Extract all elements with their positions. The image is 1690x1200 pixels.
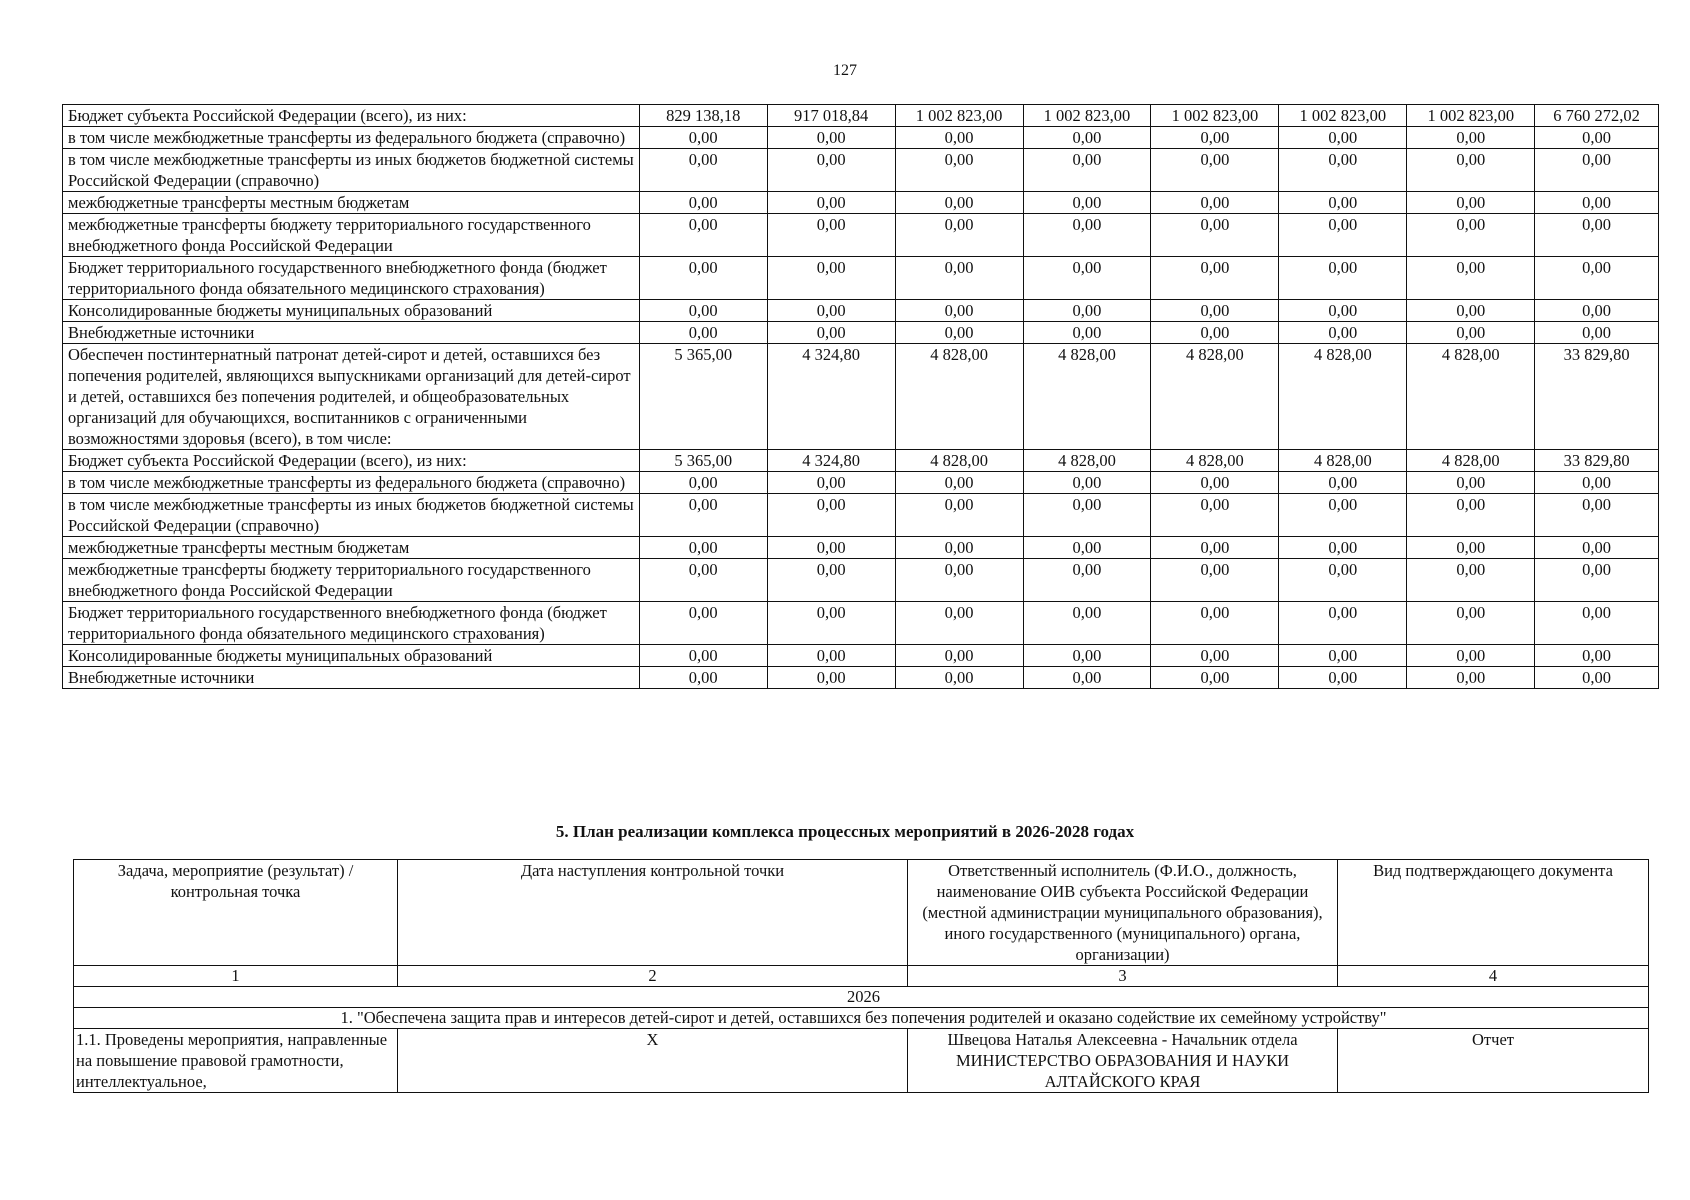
finance-value: 0,00 bbox=[1407, 322, 1535, 344]
finance-row bbox=[63, 105, 1659, 127]
plan-table bbox=[73, 859, 1649, 1093]
year-row bbox=[74, 987, 1649, 1008]
finance-row-label: в том числе межбюджетные трансферты из иных бюджетов бюджетной системы Российской Федерации (справочно) bbox=[63, 494, 640, 537]
finance-value: 0,00 bbox=[1535, 472, 1659, 494]
finance-value: 0,00 bbox=[639, 300, 767, 322]
finance-value: 0,00 bbox=[895, 667, 1023, 689]
finance-value: 0,00 bbox=[639, 472, 767, 494]
column-number: 2 bbox=[398, 966, 908, 987]
finance-value: 0,00 bbox=[1151, 602, 1279, 645]
finance-value: 0,00 bbox=[767, 257, 895, 300]
finance-value: 0,00 bbox=[767, 149, 895, 192]
finance-value: 0,00 bbox=[1279, 645, 1407, 667]
finance-value: 0,00 bbox=[1279, 559, 1407, 602]
finance-value: 0,00 bbox=[1535, 667, 1659, 689]
finance-value: 0,00 bbox=[639, 494, 767, 537]
finance-value: 4 828,00 bbox=[1023, 344, 1151, 450]
finance-value: 0,00 bbox=[639, 127, 767, 149]
finance-row-label: Бюджет субъекта Российской Федерации (всего), из них: bbox=[63, 450, 640, 472]
finance-value: 4 828,00 bbox=[895, 450, 1023, 472]
column-number: 4 bbox=[1338, 966, 1649, 987]
finance-row-label: в том числе межбюджетные трансферты из иных бюджетов бюджетной системы Российской Федерации (справочно) bbox=[63, 149, 640, 192]
finance-row bbox=[63, 257, 1659, 300]
finance-value: 4 324,80 bbox=[767, 344, 895, 450]
finance-value: 0,00 bbox=[1023, 472, 1151, 494]
task-title-row bbox=[74, 1008, 1649, 1029]
finance-value: 0,00 bbox=[1535, 645, 1659, 667]
finance-value: 1 002 823,00 bbox=[1279, 105, 1407, 127]
finance-value: 0,00 bbox=[639, 257, 767, 300]
executor-organization: МИНИСТЕРСТВО ОБРАЗОВАНИЯ И НАУКИ АЛТАЙСКОГО КРАЯ bbox=[955, 1051, 1290, 1091]
page-number: 127 bbox=[833, 62, 857, 79]
finance-value: 0,00 bbox=[1407, 127, 1535, 149]
finance-value: 0,00 bbox=[1407, 559, 1535, 602]
measure-name: 1.1. Проведены мероприятия, направленные на повышение правовой грамотности, интеллектуальное, bbox=[74, 1029, 398, 1093]
finance-value: 0,00 bbox=[1279, 149, 1407, 192]
finance-value: 0,00 bbox=[639, 537, 767, 559]
finance-value: 0,00 bbox=[895, 537, 1023, 559]
finance-value: 0,00 bbox=[1407, 214, 1535, 257]
finance-value: 0,00 bbox=[895, 257, 1023, 300]
finance-value: 4 828,00 bbox=[1407, 450, 1535, 472]
finance-value: 0,00 bbox=[1279, 214, 1407, 257]
finance-row-label: межбюджетные трансферты местным бюджетам bbox=[63, 192, 640, 214]
finance-value: 0,00 bbox=[1535, 127, 1659, 149]
finance-value: 917 018,84 bbox=[767, 105, 895, 127]
finance-table bbox=[62, 104, 1659, 689]
finance-value: 0,00 bbox=[1151, 494, 1279, 537]
finance-value: 0,00 bbox=[1407, 667, 1535, 689]
finance-value: 0,00 bbox=[1535, 257, 1659, 300]
finance-value: 4 324,80 bbox=[767, 450, 895, 472]
finance-value: 0,00 bbox=[1407, 602, 1535, 645]
finance-value: 33 829,80 bbox=[1535, 344, 1659, 450]
finance-value: 4 828,00 bbox=[1279, 450, 1407, 472]
finance-row bbox=[63, 344, 1659, 450]
finance-row bbox=[63, 472, 1659, 494]
column-number-row bbox=[74, 966, 1649, 987]
finance-value: 0,00 bbox=[1023, 494, 1151, 537]
finance-row bbox=[63, 667, 1659, 689]
finance-value: 0,00 bbox=[1023, 645, 1151, 667]
finance-row-label: Бюджет территориального государственного внебюджетного фонда (бюджет территориального фонда обязательного медицинского страхования) bbox=[63, 602, 640, 645]
finance-value: 5 365,00 bbox=[639, 344, 767, 450]
year-label: 2026 bbox=[74, 987, 1649, 1008]
finance-value: 0,00 bbox=[895, 602, 1023, 645]
finance-value: 1 002 823,00 bbox=[1151, 105, 1279, 127]
finance-value: 0,00 bbox=[1535, 300, 1659, 322]
finance-row-label: Бюджет территориального государственного внебюджетного фонда (бюджет территориального фонда обязательного медицинского страхования) bbox=[63, 257, 640, 300]
finance-value: 0,00 bbox=[767, 667, 895, 689]
finance-value: 0,00 bbox=[1279, 322, 1407, 344]
finance-value: 0,00 bbox=[639, 559, 767, 602]
finance-value: 0,00 bbox=[1023, 667, 1151, 689]
finance-value: 0,00 bbox=[1535, 214, 1659, 257]
finance-value: 0,00 bbox=[1151, 322, 1279, 344]
finance-value: 0,00 bbox=[1151, 559, 1279, 602]
finance-value: 0,00 bbox=[1407, 300, 1535, 322]
finance-value: 0,00 bbox=[1023, 149, 1151, 192]
finance-value: 0,00 bbox=[1023, 322, 1151, 344]
finance-value: 4 828,00 bbox=[1407, 344, 1535, 450]
finance-value: 0,00 bbox=[1151, 300, 1279, 322]
finance-value: 0,00 bbox=[767, 127, 895, 149]
finance-value: 0,00 bbox=[1151, 472, 1279, 494]
finance-value: 0,00 bbox=[1023, 192, 1151, 214]
finance-row bbox=[63, 149, 1659, 192]
finance-value: 0,00 bbox=[895, 192, 1023, 214]
finance-value: 0,00 bbox=[639, 645, 767, 667]
finance-value: 0,00 bbox=[639, 322, 767, 344]
finance-value: 1 002 823,00 bbox=[1407, 105, 1535, 127]
finance-value: 0,00 bbox=[1151, 667, 1279, 689]
header-executor: Ответственный исполнитель (Ф.И.О., должность, наименование ОИВ субъекта Российской Федерации (местной администрации муниципального образования), иного государственного (муниципального) органа, организации) bbox=[908, 860, 1338, 966]
finance-value: 0,00 bbox=[1279, 667, 1407, 689]
finance-value: 0,00 bbox=[639, 192, 767, 214]
finance-value: 0,00 bbox=[767, 602, 895, 645]
finance-row bbox=[63, 494, 1659, 537]
finance-value: 0,00 bbox=[767, 300, 895, 322]
finance-value: 0,00 bbox=[1535, 559, 1659, 602]
finance-value: 4 828,00 bbox=[1023, 450, 1151, 472]
finance-value: 0,00 bbox=[1279, 494, 1407, 537]
finance-value: 0,00 bbox=[1151, 257, 1279, 300]
finance-value: 0,00 bbox=[767, 322, 895, 344]
finance-value: 0,00 bbox=[639, 602, 767, 645]
finance-value: 0,00 bbox=[895, 494, 1023, 537]
executor-person: Швецова Наталья Алексеевна - Начальник отдела bbox=[947, 1030, 1298, 1049]
finance-value: 0,00 bbox=[1535, 322, 1659, 344]
finance-value: 0,00 bbox=[1279, 192, 1407, 214]
finance-value: 1 002 823,00 bbox=[1023, 105, 1151, 127]
header-document: Вид подтверждающего документа bbox=[1338, 860, 1649, 966]
finance-value: 0,00 bbox=[1279, 602, 1407, 645]
finance-value: 5 365,00 bbox=[639, 450, 767, 472]
finance-row-label: в том числе межбюджетные трансферты из федерального бюджета (справочно) bbox=[63, 127, 640, 149]
section-title: 5. План реализации комплекса процессных мероприятий в 2026-2028 годах bbox=[555, 822, 1135, 841]
header-date: Дата наступления контрольной точки bbox=[398, 860, 908, 966]
finance-value: 0,00 bbox=[1023, 602, 1151, 645]
finance-value: 4 828,00 bbox=[1279, 344, 1407, 450]
finance-value: 33 829,80 bbox=[1535, 450, 1659, 472]
finance-value: 0,00 bbox=[1151, 214, 1279, 257]
finance-value: 6 760 272,02 bbox=[1535, 105, 1659, 127]
finance-value: 0,00 bbox=[1279, 127, 1407, 149]
finance-row-label: Внебюджетные источники bbox=[63, 667, 640, 689]
finance-value: 0,00 bbox=[1407, 472, 1535, 494]
finance-row bbox=[63, 214, 1659, 257]
finance-value: 0,00 bbox=[767, 494, 895, 537]
finance-value: 4 828,00 bbox=[1151, 450, 1279, 472]
measure-document: Отчет bbox=[1338, 1029, 1649, 1093]
finance-value: 0,00 bbox=[1535, 494, 1659, 537]
finance-row-label: Консолидированные бюджеты муниципальных образований bbox=[63, 300, 640, 322]
finance-value: 829 138,18 bbox=[639, 105, 767, 127]
finance-row bbox=[63, 450, 1659, 472]
finance-value: 0,00 bbox=[1151, 192, 1279, 214]
finance-value: 0,00 bbox=[767, 645, 895, 667]
finance-value: 0,00 bbox=[1151, 537, 1279, 559]
finance-value: 0,00 bbox=[1407, 537, 1535, 559]
measure-executor bbox=[908, 1029, 1338, 1093]
finance-value: 0,00 bbox=[1023, 257, 1151, 300]
finance-value: 0,00 bbox=[1279, 472, 1407, 494]
finance-value: 0,00 bbox=[1023, 537, 1151, 559]
finance-row bbox=[63, 192, 1659, 214]
finance-value: 0,00 bbox=[1535, 537, 1659, 559]
finance-value: 4 828,00 bbox=[895, 344, 1023, 450]
finance-value: 0,00 bbox=[1151, 149, 1279, 192]
finance-row-label: Консолидированные бюджеты муниципальных образований bbox=[63, 645, 640, 667]
finance-row-label: Обеспечен постинтернатный патронат детей-сирот и детей, оставшихся без попечения родителей, являющихся выпускниками организаций для детей-сирот и детей, оставшихся без попечения родителей, и общеобразовательных организаций для обучающихся, воспитанников с ограниченными возможностями здоровья (всего), в том числе: bbox=[63, 344, 640, 450]
finance-value: 0,00 bbox=[767, 537, 895, 559]
finance-row-label: межбюджетные трансферты бюджету территориального государственного внебюджетного фонда Российской Федерации bbox=[63, 559, 640, 602]
finance-value: 0,00 bbox=[1407, 149, 1535, 192]
finance-value: 0,00 bbox=[767, 472, 895, 494]
finance-value: 4 828,00 bbox=[1151, 344, 1279, 450]
finance-value: 0,00 bbox=[1023, 127, 1151, 149]
plan-header-row bbox=[74, 860, 1649, 966]
finance-row-label: в том числе межбюджетные трансферты из федерального бюджета (справочно) bbox=[63, 472, 640, 494]
finance-value: 0,00 bbox=[1023, 214, 1151, 257]
finance-value: 0,00 bbox=[1023, 559, 1151, 602]
finance-value: 0,00 bbox=[895, 559, 1023, 602]
finance-value: 0,00 bbox=[1407, 192, 1535, 214]
finance-row bbox=[63, 602, 1659, 645]
finance-row-label: межбюджетные трансферты бюджету территориального государственного внебюджетного фонда Российской Федерации bbox=[63, 214, 640, 257]
finance-value: 0,00 bbox=[895, 472, 1023, 494]
finance-value: 0,00 bbox=[1407, 257, 1535, 300]
finance-value: 0,00 bbox=[1407, 645, 1535, 667]
finance-value: 0,00 bbox=[1279, 537, 1407, 559]
finance-row bbox=[63, 559, 1659, 602]
finance-row-label: межбюджетные трансферты местным бюджетам bbox=[63, 537, 640, 559]
finance-row bbox=[63, 645, 1659, 667]
finance-value: 0,00 bbox=[1279, 300, 1407, 322]
finance-value: 0,00 bbox=[895, 322, 1023, 344]
finance-value: 0,00 bbox=[639, 214, 767, 257]
finance-value: 0,00 bbox=[1407, 494, 1535, 537]
finance-value: 0,00 bbox=[1535, 602, 1659, 645]
finance-row-label: Бюджет субъекта Российской Федерации (всего), из них: bbox=[63, 105, 640, 127]
column-number: 1 bbox=[74, 966, 398, 987]
finance-row bbox=[63, 322, 1659, 344]
finance-row bbox=[63, 300, 1659, 322]
finance-value: 0,00 bbox=[767, 214, 895, 257]
column-number: 3 bbox=[908, 966, 1338, 987]
finance-value: 0,00 bbox=[1151, 127, 1279, 149]
finance-value: 0,00 bbox=[1535, 192, 1659, 214]
finance-value: 0,00 bbox=[639, 149, 767, 192]
finance-value: 0,00 bbox=[639, 667, 767, 689]
finance-value: 0,00 bbox=[895, 300, 1023, 322]
finance-value: 0,00 bbox=[895, 645, 1023, 667]
finance-value: 0,00 bbox=[767, 192, 895, 214]
finance-value: 0,00 bbox=[895, 127, 1023, 149]
measure-row bbox=[74, 1029, 1649, 1093]
finance-value: 0,00 bbox=[1535, 149, 1659, 192]
finance-value: 0,00 bbox=[895, 214, 1023, 257]
finance-value: 0,00 bbox=[1279, 257, 1407, 300]
finance-row-label: Внебюджетные источники bbox=[63, 322, 640, 344]
finance-value: 1 002 823,00 bbox=[895, 105, 1023, 127]
measure-date: X bbox=[398, 1029, 908, 1093]
finance-value: 0,00 bbox=[767, 559, 895, 602]
header-task: Задача, мероприятие (результат) / контрольная точка bbox=[74, 860, 398, 966]
finance-row bbox=[63, 127, 1659, 149]
task-title: 1. "Обеспечена защита прав и интересов детей-сирот и детей, оставшихся без попечения родителей и оказано содействие их семейному устройству" bbox=[74, 1008, 1649, 1029]
finance-value: 0,00 bbox=[1023, 300, 1151, 322]
finance-value: 0,00 bbox=[1151, 645, 1279, 667]
finance-value: 0,00 bbox=[895, 149, 1023, 192]
finance-row bbox=[63, 537, 1659, 559]
